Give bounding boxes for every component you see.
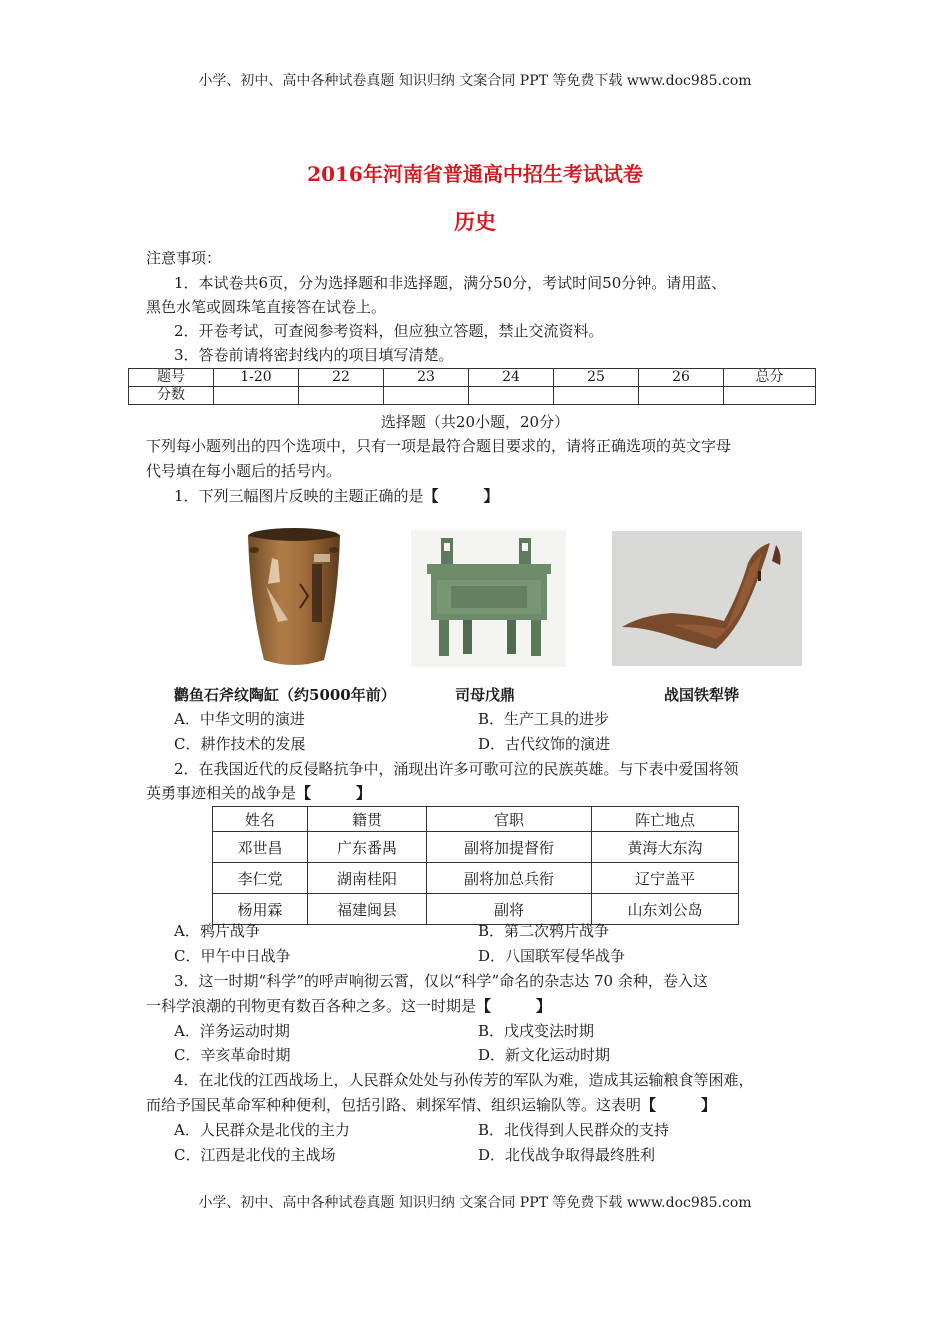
q3-option-a[interactable]: A．洋务运动时期: [174, 1022, 290, 1040]
q2-stem-b-line: [146, 783, 371, 803]
q3-stem-b-line: [146, 996, 551, 1016]
score-header-cell: 题号: [129, 369, 214, 387]
heroes-header-cell: 籍贯: [308, 807, 427, 832]
heroes-header-cell: 姓名: [213, 807, 308, 832]
heroes-cell: 杨用霖: [213, 894, 308, 925]
score-header-cell: 1-20: [214, 369, 299, 387]
q3-option-d[interactable]: D．新文化运动时期: [478, 1046, 611, 1064]
iron-plough-image: [612, 531, 802, 666]
heroes-cell: 山东刘公岛: [592, 894, 739, 925]
heroes-cell: 广东番禺: [308, 832, 427, 863]
q4-option-d[interactable]: D．北伐战争取得最终胜利: [478, 1146, 656, 1164]
q4-stem-b-line: [146, 1095, 716, 1115]
page-footer: 小学、初中、高中各种试卷真题 知识归纳 文案合同 PPT 等免费下载 www.doc985.com: [198, 1195, 752, 1211]
q1-option-c[interactable]: C．耕作技术的发展: [174, 735, 306, 753]
q1-option-b[interactable]: B．生产工具的进步: [478, 710, 610, 728]
table-row: [213, 832, 739, 863]
score-cell[interactable]: [554, 387, 639, 405]
q1-option-d[interactable]: D．古代纹饰的演进: [478, 735, 611, 753]
heroes-header-cell: 官职: [427, 807, 592, 832]
heroes-cell: 邓世昌: [213, 832, 308, 863]
note-1a: 1．本试卷共6页，分为选择题和非选择题，满分50分，考试时间50分钟。请用蓝、: [174, 274, 727, 292]
q3-stem-a: 3．这一时期“科学”的呼声响彻云霄，仅以“科学”命名的杂志达 70 余种，卷入这: [174, 972, 708, 990]
score-table: [128, 368, 816, 405]
q3-option-c[interactable]: C．辛亥革命时期: [174, 1046, 291, 1064]
score-cell[interactable]: [214, 387, 299, 405]
score-table-score-row: [129, 387, 816, 405]
score-header-cell: 23: [384, 369, 469, 387]
q2-answer-bracket: 【 】: [296, 784, 372, 802]
heroes-cell: 副将加提督衔: [427, 832, 592, 863]
q1-stem: [174, 486, 499, 506]
q1-stem-text: 1．下列三幅图片反映的主题正确的是: [174, 487, 424, 505]
score-cell[interactable]: [299, 387, 384, 405]
table-row: [213, 863, 739, 894]
q2-option-b[interactable]: B．第二次鸦片战争: [478, 922, 610, 940]
q3-option-b[interactable]: B．戊戌变法时期: [478, 1022, 595, 1040]
score-header-cell: 总分: [724, 369, 816, 387]
q4-option-c[interactable]: C．江西是北伐的主战场: [174, 1146, 336, 1164]
heroes-cell: 副将: [427, 894, 592, 925]
section-instruction-a: 下列每小题列出的四个选项中，只有一项是最符合题目要求的，请将正确选项的英文字母: [146, 437, 732, 455]
heroes-header-cell: 阵亡地点: [592, 807, 739, 832]
score-header-cell: 25: [554, 369, 639, 387]
score-cell[interactable]: [639, 387, 724, 405]
score-header-cell: 26: [639, 369, 724, 387]
page-header: 小学、初中、高中各种试卷真题 知识归纳 文案合同 PPT 等免费下载 www.doc985.com: [198, 73, 752, 89]
note-2: 2．开卷考试，可查阅参考资料，但应独立答题，禁止交流资料。: [174, 322, 604, 340]
q4-option-b[interactable]: B．北伐得到人民群众的支持: [478, 1121, 670, 1139]
caption-ding: 司母戊鼎: [455, 686, 516, 704]
bronze-ding-image: [411, 530, 566, 667]
heroes-cell: 辽宁盖平: [592, 863, 739, 894]
score-cell[interactable]: [384, 387, 469, 405]
q3-answer-bracket: 【 】: [476, 997, 552, 1015]
q1-answer-bracket: 【 】: [423, 487, 499, 505]
pottery-jar-image: [238, 524, 350, 670]
note-1b: 黑色水笔或圆珠笔直接答在试卷上。: [146, 298, 387, 316]
heroes-cell: 副将加总兵衔: [427, 863, 592, 894]
note-3: 3．答卷前请将密封线内的项目填写清楚。: [174, 346, 454, 364]
score-cell[interactable]: [469, 387, 554, 405]
q2-stem-b: 英勇事迹相关的战争是: [146, 784, 297, 802]
score-row-label: 分数: [129, 387, 214, 405]
heroes-cell: 福建闽县: [308, 894, 427, 925]
q4-stem-b: 而给予国民革命军种种便利，包括引路、刺探军情、组织运输队等。这表明: [146, 1096, 642, 1114]
heroes-table-header-row: [213, 807, 739, 832]
notes-heading: 注意事项：: [146, 249, 222, 267]
q3-stem-b: 一科学浪潮的刊物更有数百各种之多。这一时期是: [146, 997, 477, 1015]
section-title: 选择题（共20小题，20分）: [380, 413, 570, 431]
q2-option-c[interactable]: C．甲午中日战争: [174, 947, 291, 965]
q1-option-a[interactable]: A．中华文明的演进: [174, 710, 305, 728]
heroes-cell: 湖南桂阳: [308, 863, 427, 894]
exam-title: 2016年河南省普通高中招生考试试卷: [307, 162, 643, 186]
score-cell[interactable]: [724, 387, 816, 405]
heroes-cell: 黄海大东沟: [592, 832, 739, 863]
subject-title: 历史: [454, 209, 496, 234]
table-row: [213, 894, 739, 925]
q2-option-d[interactable]: D．八国联军侵华战争: [478, 947, 626, 965]
q4-stem-a: 4．在北伐的江西战场上，人民群众处处与孙传芳的军队为难，造成其运输粮食等困难，: [174, 1071, 754, 1089]
heroes-cell: 李仁党: [213, 863, 308, 894]
score-table-header-row: [129, 369, 816, 387]
heroes-table: [212, 806, 739, 925]
section-instruction-b: 代号填在每小题后的括号内。: [146, 462, 342, 480]
q2-option-a[interactable]: A．鸦片战争: [174, 922, 260, 940]
caption-pottery: 鹳鱼石斧纹陶缸（约5000年前）: [174, 686, 396, 704]
q4-option-a[interactable]: A．人民群众是北伐的主力: [174, 1121, 350, 1139]
q4-answer-bracket: 【 】: [641, 1096, 717, 1114]
score-header-cell: 22: [299, 369, 384, 387]
score-header-cell: 24: [469, 369, 554, 387]
q2-stem-a: 2．在我国近代的反侵略抗争中，涌现出许多可歌可泣的民族英雄。与下表中爱国将领: [174, 760, 739, 778]
caption-plough: 战国铁犁铧: [664, 686, 740, 704]
